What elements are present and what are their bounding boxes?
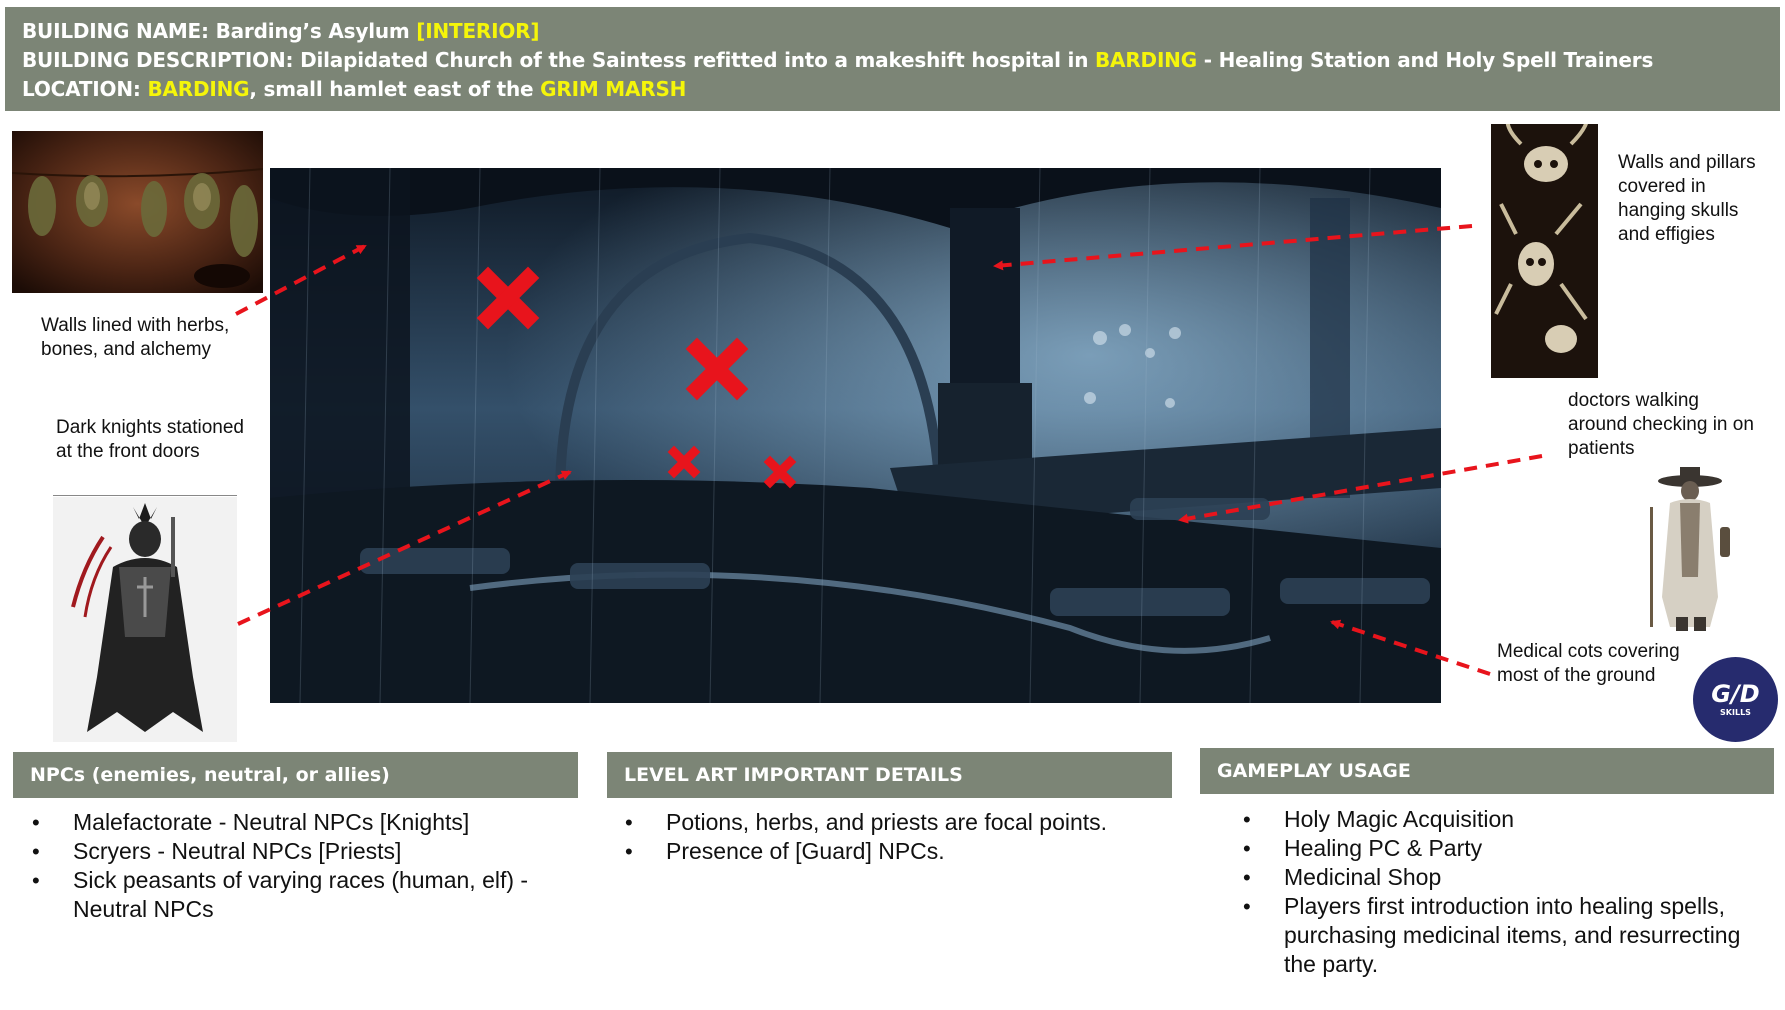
location-line [22, 77, 686, 101]
location-label: LOCATION: [22, 77, 141, 101]
doctors-note: doctors walking around checking in on patients [1568, 390, 1754, 459]
npcs-section-title: NPCs (enemies, neutral, or allies) [30, 764, 390, 786]
list-item: • Healing PC & Party [1243, 834, 1771, 863]
barding-highlight: BARDING [1095, 48, 1197, 72]
building-description-label: BUILDING DESCRIPTION: [22, 48, 294, 72]
dark-knight-image [53, 497, 237, 742]
church-interior-artwork [270, 168, 1441, 703]
list-item: • Medicinal Shop [1243, 863, 1771, 892]
list-item: • Players first introduction into healing spells, purchasing medicinal items, and resurrecting the party. [1243, 892, 1771, 979]
level-art-section-header [607, 752, 1172, 798]
knights-note-divider [53, 495, 237, 496]
npcs-list [32, 808, 572, 924]
herbs-photo [12, 131, 263, 293]
building-header [5, 7, 1780, 111]
logo-mark: G/D [1711, 680, 1760, 708]
plague-doctor-image [1640, 467, 1747, 634]
gd-skills-logo [1693, 657, 1778, 742]
logo-sub: SKILLS [1720, 708, 1751, 717]
list-item: • Potions, herbs, and priests are focal points. [625, 808, 1185, 837]
list-item: • Scryers - Neutral NPCs [Priests] [32, 837, 572, 866]
cots-note: Medical cots covering most of the ground [1497, 641, 1680, 686]
building-description-a: Dilapidated Church of the Saintess refitted into a makeshift hospital in [293, 48, 1096, 72]
list-item: • Sick peasants of varying races (human, elf) - Neutral NPCs [32, 866, 572, 924]
location-text: , small hamlet east of the [249, 77, 541, 101]
location-place: BARDING [147, 77, 250, 101]
building-name-line [22, 19, 539, 43]
gameplay-list [1243, 805, 1771, 979]
building-description-line [22, 48, 1653, 72]
list-item: • Malefactorate - Neutral NPCs [Knights] [32, 808, 572, 837]
list-item: • Presence of [Guard] NPCs. [625, 837, 1185, 866]
building-name-label: BUILDING NAME: [22, 19, 209, 43]
skulls-note: Walls and pillars covered in hanging skulls and effigies [1618, 152, 1756, 245]
gameplay-section-header [1200, 748, 1774, 794]
level-art-list [625, 808, 1185, 866]
skulls-photo [1491, 124, 1598, 378]
interior-tag: [INTERIOR] [416, 19, 540, 43]
list-item: • Holy Magic Acquisition [1243, 805, 1771, 834]
building-name: Barding’s Asylum [208, 19, 417, 43]
npcs-section-header [13, 752, 578, 798]
herbs-note: Walls lined with herbs, bones, and alchemy [41, 315, 230, 360]
gameplay-section-title: GAMEPLAY USAGE [1217, 760, 1411, 782]
grim-marsh-highlight: GRIM MARSH [540, 77, 687, 101]
building-description-b: - Healing Station and Holy Spell Trainers [1196, 48, 1654, 72]
knights-note: Dark knights stationed at the front doors [56, 417, 244, 462]
level-art-section-title: LEVEL ART IMPORTANT DETAILS [624, 764, 963, 786]
